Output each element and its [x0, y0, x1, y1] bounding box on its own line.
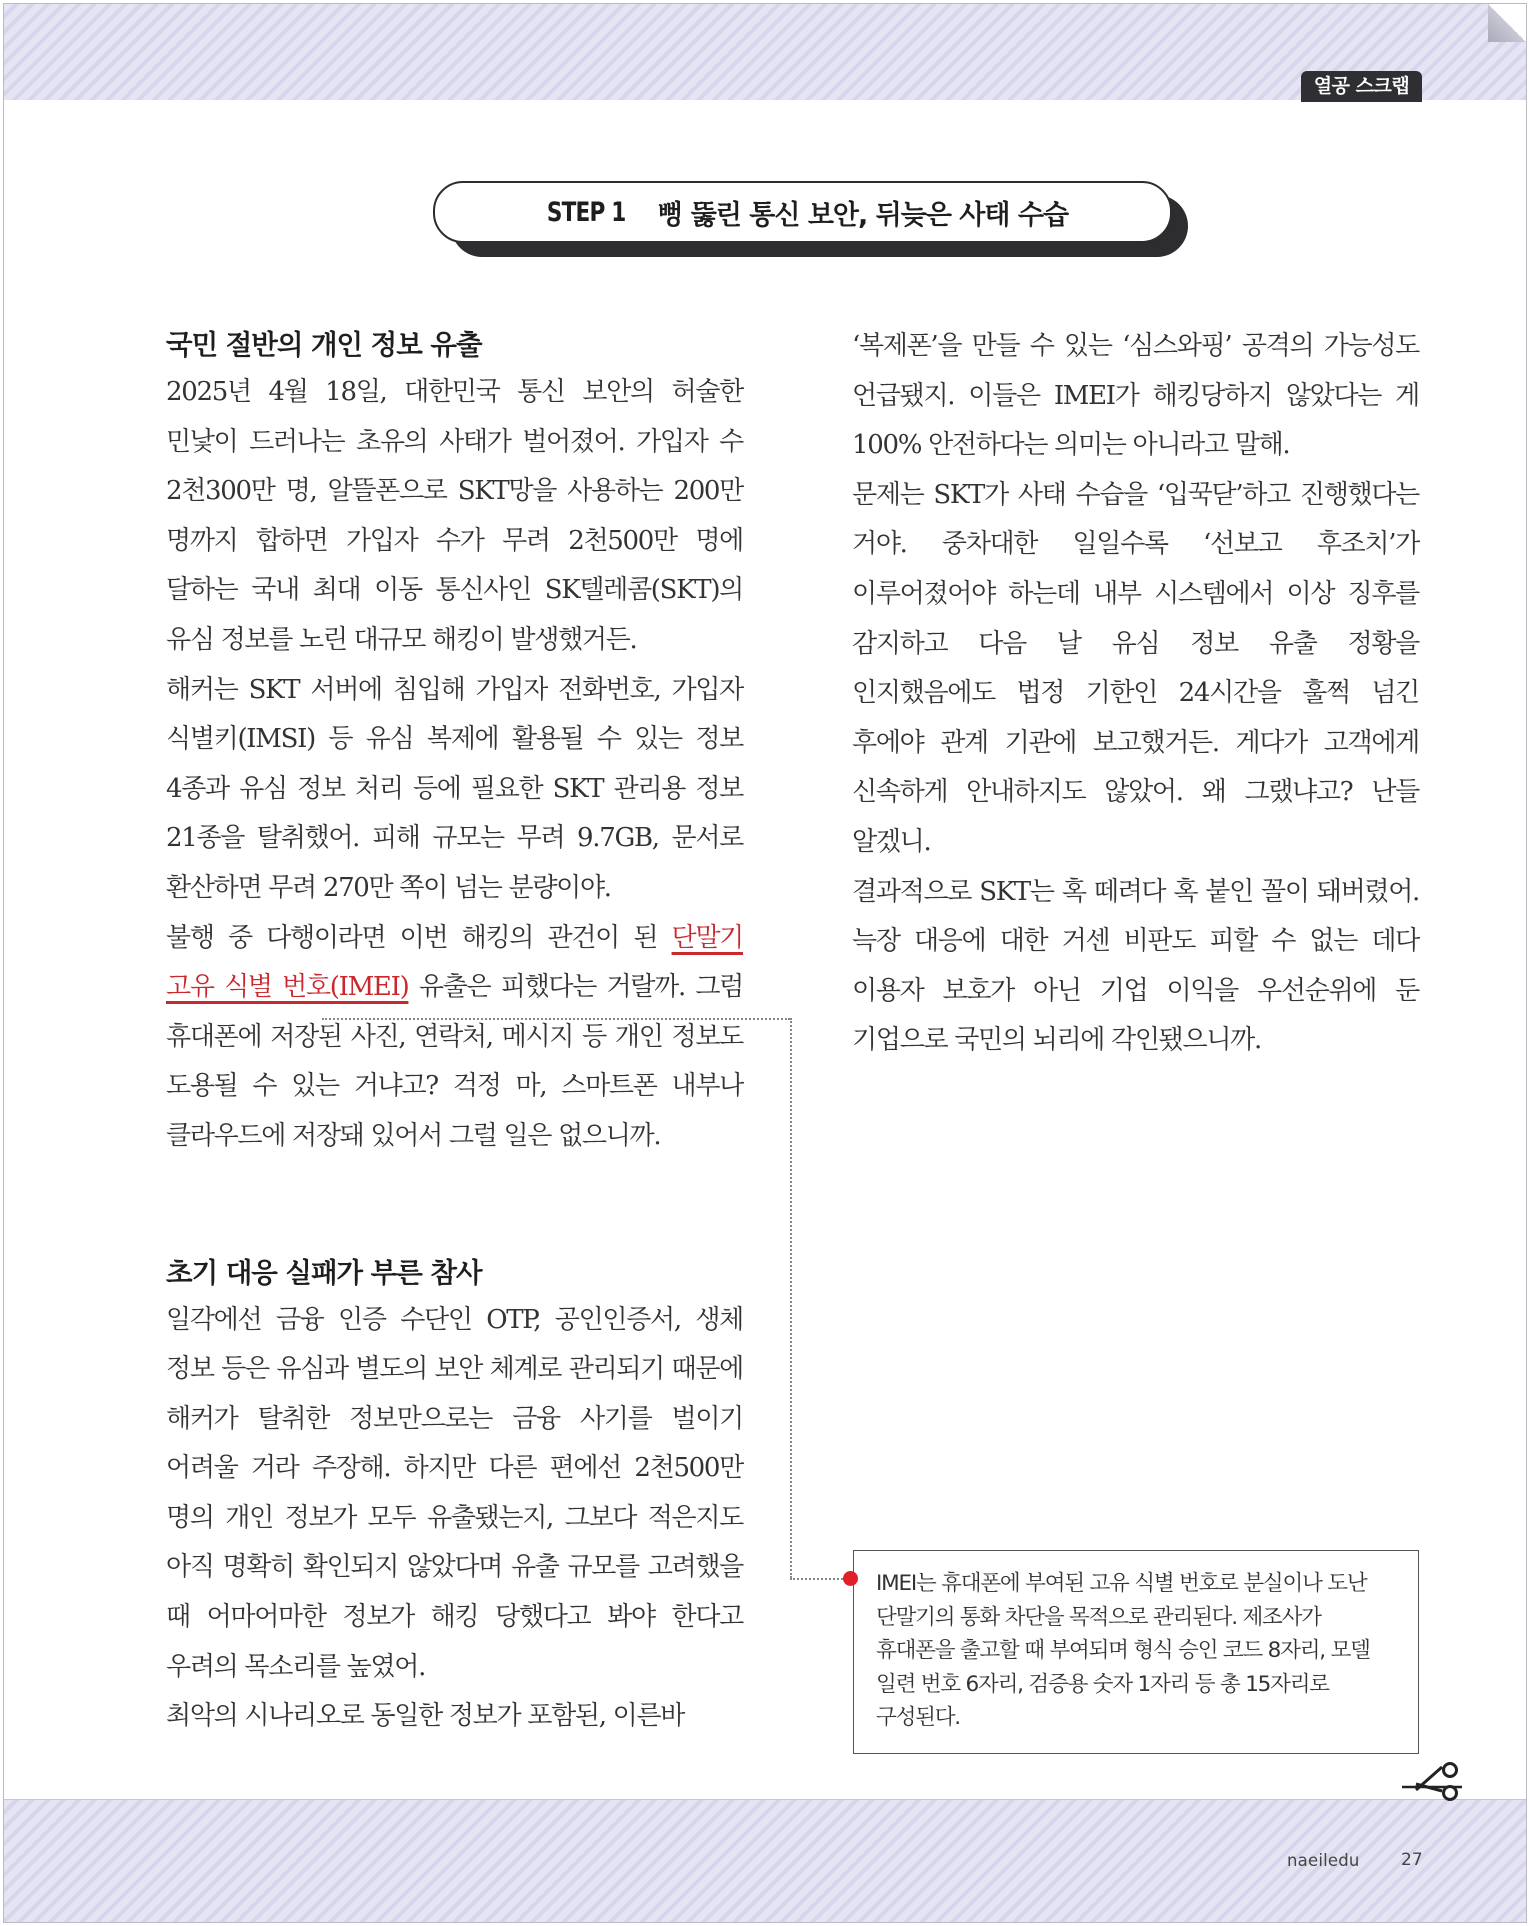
magazine-page	[3, 3, 1527, 1923]
paragraph-worst-case: 최악의 시나리오로 동일한 정보가 포함된, 이른바	[166, 1701, 685, 1732]
page-number: 27	[1401, 1850, 1423, 1870]
imei-highlight-link[interactable]: 단말기 고유 식별 번호(IMEI)	[166, 922, 743, 1003]
leader-line-horizontal-top	[322, 1018, 790, 1020]
paragraph-finance: 일각에선 금융 인증 수단인 OTP, 공인인증서, 생체 정보 등은 유심과 별도의 보안 체계로 관리되기 때문에 해커가 탈취한 정보만으로는 금융 사기를 벌이기 어려울 거라 주장해. 하지만 다른 편에선 2천500만 명의 개인 정보가 모두 유출됐는지, 그보다 적은지도 아직 명확히 확인되지 않았다며 유출 규모를 고려했을 때 어마어마한 정보가 해킹 당했다고 봐야 한다고 우려의 목소리를 높였어.	[166, 1304, 743, 1682]
step-banner	[433, 181, 1188, 259]
step-title: 뻥 뚫린 통신 보안, 뒤늦은 사태 수습	[657, 199, 1069, 231]
paragraph-conclusion: 결과적으로 SKT는 혹 떼려다 혹 붙인 꼴이 돼버렸어. 늑장 대응에 대한 거센 비판도 피할 수 없는 데다 이용자 보호가 아닌 기업 이익을 우선순위에 둔 기업으로 국민의 뇌리에 각인됐으니까.	[852, 876, 1419, 1056]
left-column	[166, 322, 743, 1742]
leader-line-vertical	[790, 1018, 792, 1578]
heading-data-leak: 국민 절반의 개인 정보 유출	[166, 329, 482, 361]
paragraph-imei	[166, 914, 743, 1162]
leader-dot	[843, 1571, 858, 1586]
right-column	[852, 322, 1419, 1066]
leader-line-horizontal-bottom	[790, 1578, 850, 1580]
heading-initial-response: 초기 대응 실패가 부른 참사	[166, 1256, 482, 1289]
footer-brand: naeiledu	[1287, 1851, 1360, 1870]
paragraph-imei-after: 유출은 피했다는 거랄까. 그럼 휴대폰에 저장된 사진, 연락처, 메시지 등 개인 정보도 도용될 수 있는 거냐고? 걱정 마, 스마트폰 내부나 클라우드에 저장돼 있어서 그럴 일은 없으니까.	[166, 972, 743, 1151]
paragraph-late-report: 문제는 SKT가 사태 수습을 ‘입꾹닫’하고 진행했다는 거야. 중차대한 일일수록 ‘선보고 후조치’가 이루어졌어야 하는데 내부 시스템에서 이상 징후를 감지하고 다음 날 유심 정보 유출 정황을 인지했음에도 법정 기한인 24시간을 훌쩍 넘긴 후에야 관계 기관에 보고했거든. 게다가 고객에게 신속하게 안내하지도 않았어. 왜 그랬냐고? 난들 알겠니.	[852, 479, 1419, 857]
step-banner-pill	[433, 181, 1172, 243]
paragraph-intro: 2025년 4월 18일, 대한민국 통신 보안의 허술한 민낯이 드러나는 초유의 사태가 벌어졌어. 가입자 수 2천300만 명, 알뜰폰으로 SKT망을 사용하는 200만 명까지 합하면 가입자 수가 무려 2천500만 명에 달하는 국내 최대 이동 통신사인 SK텔레콤(SKT)의 유심 정보를 노린 대규모 해킹이 발생했거든.	[166, 377, 743, 655]
scissors-icon	[1402, 1761, 1462, 1801]
page-fold-corner	[1488, 4, 1526, 42]
top-stripe-band	[4, 4, 1526, 101]
paragraph-stolen-info: 해커는 SKT 서버에 침입해 가입자 전화번호, 가입자 식별키(IMSI) 등 유심 복제에 활용될 수 있는 정보 4종과 유심 정보 처리 등에 필요한 SKT 관리용 정보 21종을 탈취했어. 피해 규모는 무려 9.7GB, 문서로 환산하면 무려 270만 쪽이 넘는 분량이야.	[166, 674, 743, 903]
section-tag: 열공 스크랩	[1301, 71, 1422, 102]
paragraph-imei-before: 불행 중 다행이라면 이번 해킹의 관건이 된	[166, 922, 672, 953]
step-number: STEP 1	[546, 196, 626, 228]
imei-note-text: IMEI는 휴대폰에 부여된 고유 식별 번호로 분실이나 도난 단말기의 통화 차단을 목적으로 관리된다. 제조사가 휴대폰을 출고할 때 부여되며 형식 승인 코드 8자리, 모델 일련 번호 6자리, 검증용 숫자 1자리 등 총 15자리로 구성된다.	[876, 1571, 1370, 1730]
paragraph-sim-swap: ‘복제폰’을 만들 수 있는 ‘심스와핑’ 공격의 가능성도 언급됐지. 이들은 IMEI가 해킹당하지 않았다는 게 100% 안전하다는 의미는 아니라고 말해.	[852, 331, 1419, 461]
imei-note-box	[853, 1550, 1419, 1754]
heading-spacer	[166, 1162, 743, 1250]
